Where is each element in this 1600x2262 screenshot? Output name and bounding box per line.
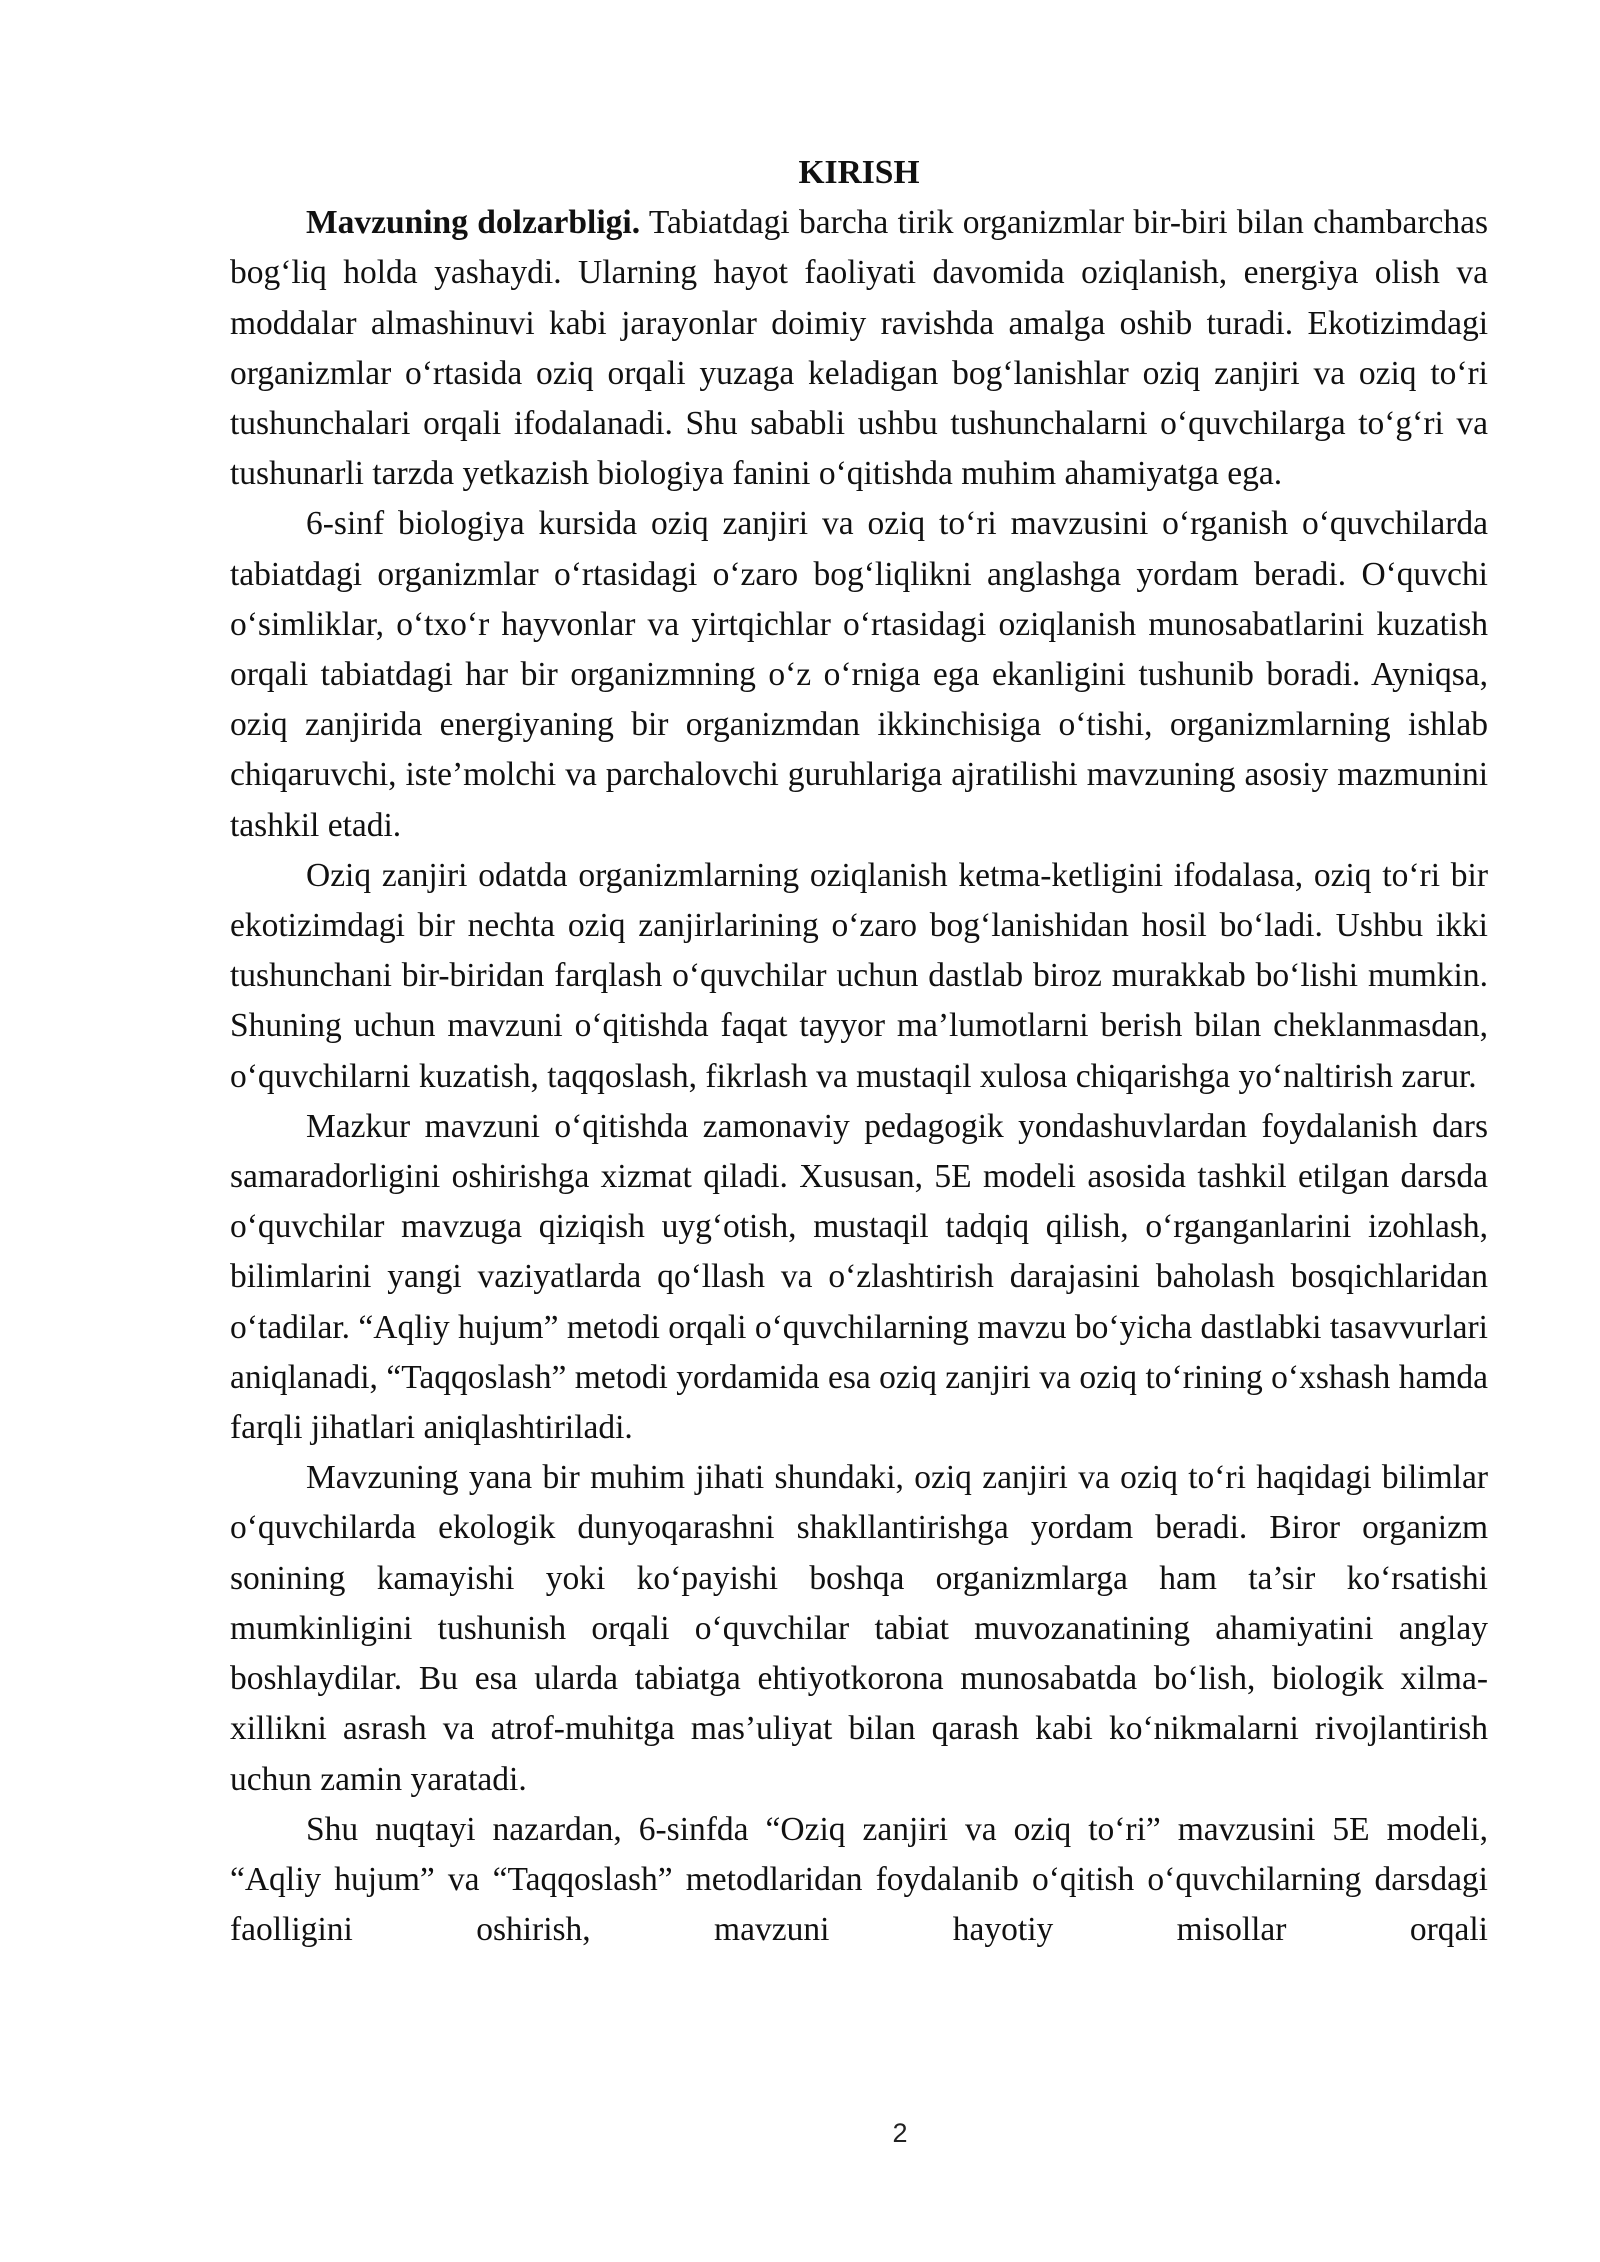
page-number: 2: [892, 2118, 908, 2148]
paragraph-1: [230, 198, 1488, 499]
paragraph-text: Tabiatdagi barcha tirik organizmlar bir-biri bilan chambarchas bog‘liq holda yashaydi. Ularning hayot faoliyati davomida oziqlanish, energiya olish va moddalar almashinuvi kabi jarayonlar doimiy ravishda amalga oshib turadi. Ekotizimdagi organizmlar o‘rtasida oziq orqali yuzaga keladigan bog‘lanishlar oziq zanjiri va oziq to‘ri tushunchalari orqali ifodalanadi. Shu sababli ushbu tushunchalarni o‘quvchilarga to‘g‘ri va tushunarli tarzda yetkazish biologiya fanini o‘qitishda muhim ahamiyatga ega.: [230, 204, 1488, 493]
paragraph-2: 6-sinf biologiya kursida oziq zanjiri va oziq to‘ri mavzusini o‘rganish o‘quvchilarda tabiatdagi organizmlar o‘rtasidagi o‘zaro bog‘liqlikni anglashga yordam beradi. O‘quvchi o‘simliklar, o‘txo‘r hayvonlar va yirtqichlar o‘rtasidagi oziqlanish munosabatlarini kuzatish orqali tabiatdagi har bir organizmning o‘z o‘rniga ega ekanligini tushunib boradi. Ayniqsa, oziq zanjirida energiyaning bir organizmdan ikkinchisiga o‘tishi, organizmlarning ishlab chiqaruvchi, iste’molchi va parchalovchi guruhlariga ajratilishi mavzuning asosiy mazmunini tashkil etadi.: [230, 505, 1488, 844]
section-heading: KIRISH: [798, 154, 920, 191]
document-body: [230, 148, 1488, 1955]
paragraph-4: Mazkur mavzuni o‘qitishda zamonaviy pedagogik yondashuvlardan foydalanish dars samaradorligini oshirishga xizmat qiladi. Xususan, 5E modeli asosida tashkil etilgan darsda o‘quvchilar mavzuga qiziqish uyg‘otish, mustaqil tadqiq qilish, o‘rganganlarini izohlash, bilimlarini yangi vaziyatlarda qo‘llash va o‘zlashtirish darajasini baholash bosqichlaridan o‘tadilar. “Aqliy hujum” metodi orqali o‘quvchilarning mavzu bo‘yicha dastlabki tasavvurlari aniqlanadi, “Taqqoslash” metodi yordamida esa oziq zanjiri va oziq to‘rining o‘xshash hamda farqli jihatlari aniqlashtiriladi.: [230, 1107, 1488, 1447]
paragraph-3: Oziq zanjiri odatda organizmlarning oziqlanish ketma-ketligini ifodalasa, oziq to‘ri bir ekotizimdagi bir nechta oziq zanjirlarining o‘zaro bog‘lanishidan hosil bo‘ladi. Ushbu ikki tushunchani bir-biridan farqlash o‘quvchilar uchun dastlab biroz murakkab bo‘lishi mumkin. Shuning uchun mavzuni o‘qitishda faqat tayyor ma’lumotlarni berish bilan cheklanmasdan, o‘quvchilarni kuzatish, taqqoslash, fikrlash va mustaqil xulosa chiqarishga yo‘naltirish zarur.: [230, 856, 1488, 1095]
paragraph-5: Mavzuning yana bir muhim jihati shundaki, oziq zanjiri va oziq to‘ri haqidagi bilimlar o‘quvchilarda ekologik dunyoqarashni shakllantirishga yordam beradi. Biror organizm sonining kamayishi yoki ko‘payishi boshqa organizmlarga ham ta’sir ko‘rsatishi mumkinligini tushunish orqali o‘quvchilar tabiat muvozanatining ahamiyatini anglay boshlaydilar. Bu esa ularda tabiatga ehtiyotkorona munosabatda bo‘lish, biologik xilma-xillikni asrash va atrof-muhitga mas’uliyat bilan qarash kabi ko‘nikmalarni rivojlantirish uchun zamin yaratadi.: [230, 1459, 1488, 1798]
paragraph-6: Shu nuqtayi nazardan, 6-sinfda “Oziq zanjiri va oziq to‘ri” mavzusini 5E modeli, “Aqliy hujum” va “Taqqoslash” metodlaridan foydalanib o‘qitish o‘quvchilarning darsdagi faolligini oshirish, mavzuni hayotiy misollar orqali: [230, 1810, 1488, 1949]
paragraph-lead: Mavzuning dolzarbligi.: [306, 204, 641, 242]
